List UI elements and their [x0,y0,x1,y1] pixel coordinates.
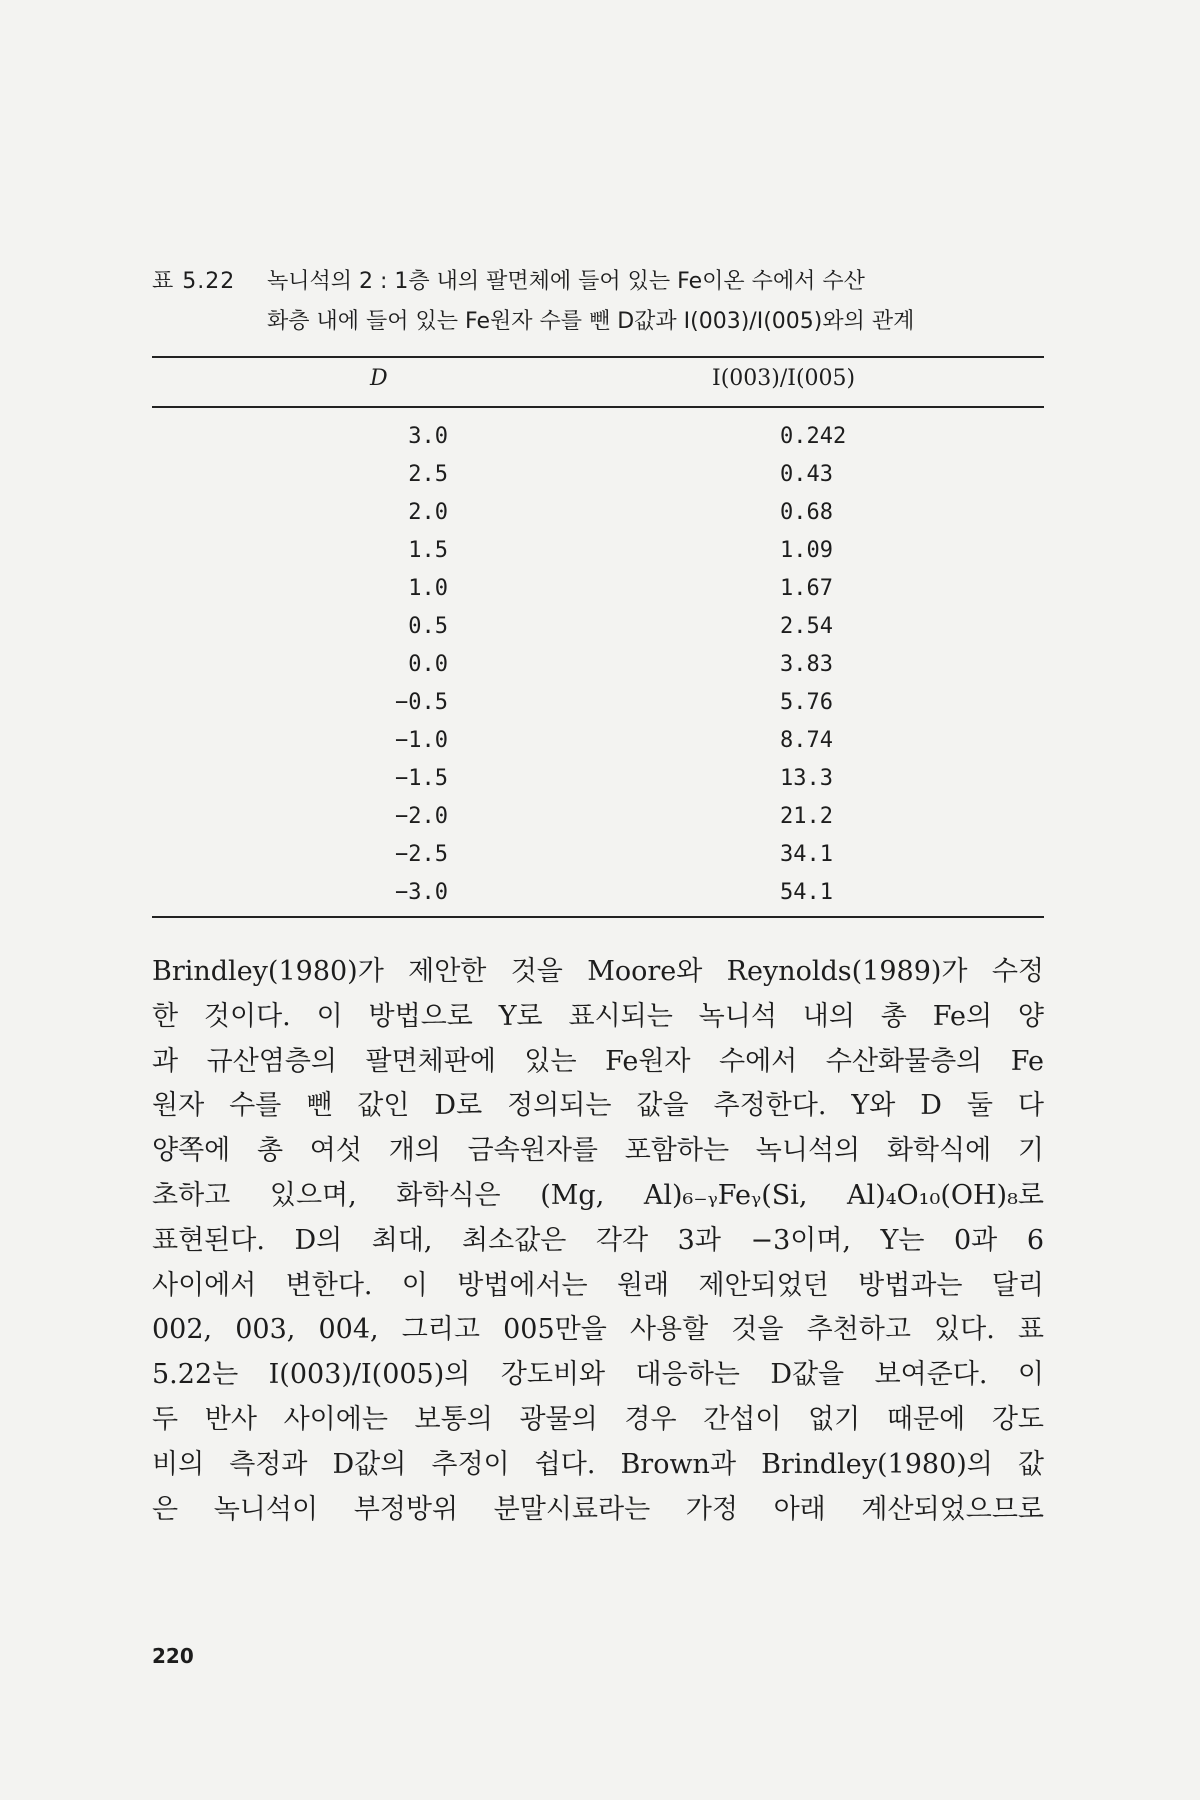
table-row [152,570,1044,608]
text-line: 비의 측정과 D값의 추정이 쉽다. Brown과 Brindley(1980)의 값 [152,1448,1044,1480]
table-row [152,646,1044,684]
table-row [152,608,1044,646]
text-line: 초하고 있으며, 화학식은 (Mg, Al)₆₋ᵧFeᵧ(Si, Al)₄O₁₀(OH)₈로 [152,1179,1044,1211]
table-header-rule [152,406,1044,408]
cell-ratio: 1.09 [780,538,833,563]
table-row [152,874,1044,912]
table-body [152,418,1044,912]
cell-ratio: 5.76 [780,690,833,715]
cell-d: 0.0 [408,652,448,677]
text-line: Brindley(1980)가 제안한 것을 Moore와 Reynolds(1989)가 수정 [152,956,1044,987]
text-line: 은 녹니석이 부정방위 분말시료라는 가정 아래 계산되었으므로 [152,1493,1044,1525]
cell-ratio: 2.54 [780,614,833,639]
table-label: 표 5.22 [152,269,236,294]
table-row [152,760,1044,798]
table-row [152,836,1044,874]
cell-ratio: 13.3 [780,766,833,791]
text-line: 002, 003, 004, 그리고 005만을 사용할 것을 추천하고 있다. 표 [152,1314,1044,1346]
cell-d: 2.5 [408,462,448,487]
cell-ratio: 0.242 [780,424,847,449]
table-row [152,722,1044,760]
column-header-intensity-ratio: I(003)/I(005) [712,366,856,391]
cell-ratio: 1.67 [780,576,833,601]
text-line: 양쪽에 총 여섯 개의 금속원자를 포함하는 녹니석의 화학식에 기 [152,1135,1044,1167]
cell-d: −2.0 [395,804,448,829]
table-row [152,684,1044,722]
text-line: 과 규산염층의 팔면체판에 있는 Fe원자 수에서 수산화물층의 Fe [152,1045,1044,1077]
cell-d: −0.5 [395,690,448,715]
cell-ratio: 8.74 [780,728,833,753]
table-row [152,798,1044,836]
cell-d: 2.0 [408,500,448,525]
cell-d: 1.0 [408,576,448,601]
cell-ratio: 21.2 [780,804,833,829]
body-paragraph [152,950,1044,1532]
page-number: 220 [152,1644,194,1668]
table-caption [152,262,1052,342]
text-line: 한 것이다. 이 방법으로 Y로 표시되는 녹니석 내의 총 Fe의 양 [152,1000,1044,1032]
cell-ratio: 0.43 [780,462,833,487]
text-line: 표현된다. D의 최대, 최소값은 각각 3과 −3이며, Y는 0과 6 [152,1224,1044,1256]
cell-ratio: 34.1 [780,842,833,867]
cell-d: 1.5 [408,538,448,563]
table-title-line-2: 화층 내에 들어 있는 Fe원자 수를 뺀 D값과 I(003)/I(005)와의 관계 [267,309,915,334]
cell-ratio: 0.68 [780,500,833,525]
table-row [152,456,1044,494]
table-row [152,494,1044,532]
column-header-d: D [370,366,388,391]
table-bottom-rule [152,916,1044,918]
cell-d: −2.5 [395,842,448,867]
cell-d: 0.5 [408,614,448,639]
cell-d: −1.5 [395,766,448,791]
cell-ratio: 54.1 [780,880,833,905]
table-row [152,532,1044,570]
cell-d: −3.0 [395,880,448,905]
text-line: 두 반사 사이에는 보통의 광물의 경우 간섭이 없기 때문에 강도 [152,1403,1044,1435]
cell-d: −1.0 [395,728,448,753]
text-line: 5.22는 I(003)/I(005)의 강도비와 대응하는 D값을 보여준다. 이 [152,1359,1044,1391]
cell-d: 3.0 [408,424,448,449]
text-line: 사이에서 변한다. 이 방법에서는 원래 제안되었던 방법과는 달리 [152,1269,1044,1301]
cell-ratio: 3.83 [780,652,833,677]
table-top-rule [152,356,1044,358]
text-line: 원자 수를 뺀 값인 D로 정의되는 값을 추정한다. Y와 D 둘 다 [152,1090,1044,1122]
table-row [152,418,1044,456]
table-title-line-1: 녹니석의 2 : 1층 내의 팔면체에 들어 있는 Fe이온 수에서 수산 [267,269,865,294]
